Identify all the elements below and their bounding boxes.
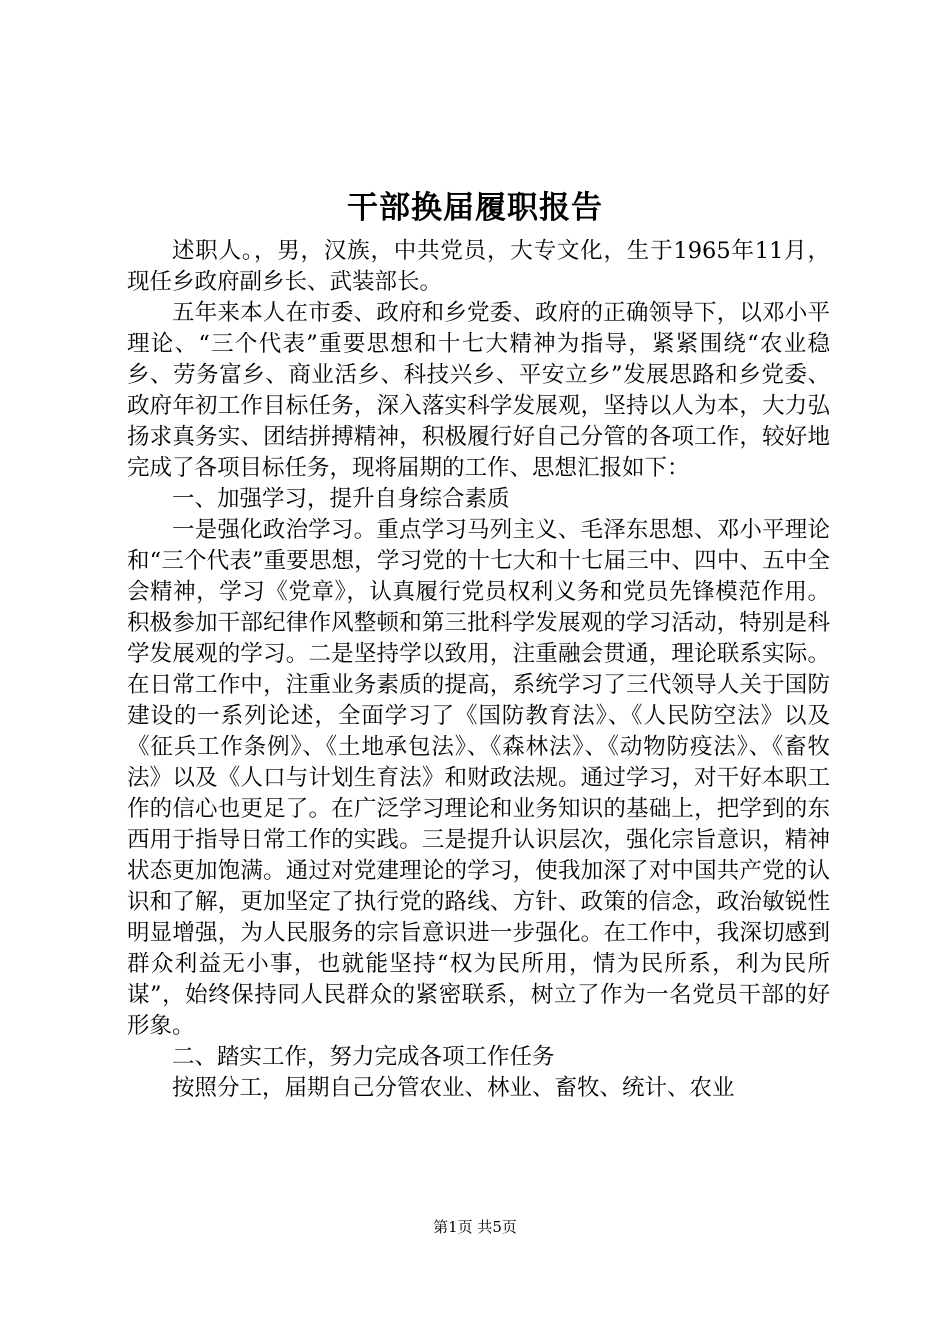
section-heading-1: 一、加强学习，提升自身综合素质	[172, 486, 510, 512]
paragraph-study: 一是强化政治学习。重点学习马列主义、毛泽东思想、邓小平理论和“三个代表”重要思想，学习党的十七大和十七届三中、四中、五中全会精神，学习《党章》，认真履行党员权利义务和党员先锋模范作用。积极参加干部纪律作风整顿和第三批科学发展观的学习活动，特别是科学发展观的学习。二是坚持学以致用，注重融会贯通，理论联系实际。在日常工作中，注重业务素质的提高，系统学习了三代领导人关于国防建设的一系列论述，全面学习了《国防教育法》、《人民防空法》以及《征兵工作条例》、《土地承包法》、《森林法》、《动物防疫法》、《畜牧法》以及《人口与计划生育法》和财政法规。通过学习，对干好本职工作的信心也更足了。在广泛学习理论和业务知识的基础上，把学到的东西用于指导日常工作的实践。三是提升认识层次，强化宗旨意识，精神状态更加饱满。通过对党建理论的学习，使我加深了对中国共产党的认识和了解，更加坚定了执行党的路线、方针、政策的信念，政治敏锐性明显增强，为人民服务的宗旨意识进一步强化。在工作中，我深切感到群众利益无小事，也就能坚持“权为民所用，情为民所系，利为民所谋”，始终保持同人民群众的紧密联系，树立了作为一名党员干部的好形象。	[127, 517, 830, 1039]
page-footer: 第1页 共5页	[433, 1218, 517, 1236]
section-heading-2: 二、踏实工作，努力完成各项工作任务	[172, 1044, 555, 1070]
paragraph-overview: 五年来本人在市委、政府和乡党委、政府的正确领导下，以邓小平理论、“三个代表”重要思想和十七大精神为指导，紧紧围绕“农业稳乡、劳务富乡、商业活乡、科技兴乡、平安立乡”发展思路和乡党委、政府年初工作目标任务，深入落实科学发展观，坚持以人为本，大力弘扬求真务实、团结拼搏精神，积极履行好自己分管的各项工作，较好地完成了各项目标任务，现将届期的工作、思想汇报如下：	[127, 300, 830, 481]
paragraph-intro: 述职人。，男，汉族，中共党员，大专文化，生于1965年11月，现任乡政府副乡长、武装部长。	[127, 238, 830, 295]
document-body	[127, 236, 830, 1104]
paragraph-work: 按照分工，届期自己分管农业、林业、畜牧、统计、农业	[172, 1075, 735, 1101]
document-title: 干部换届履职报告	[347, 190, 603, 226]
